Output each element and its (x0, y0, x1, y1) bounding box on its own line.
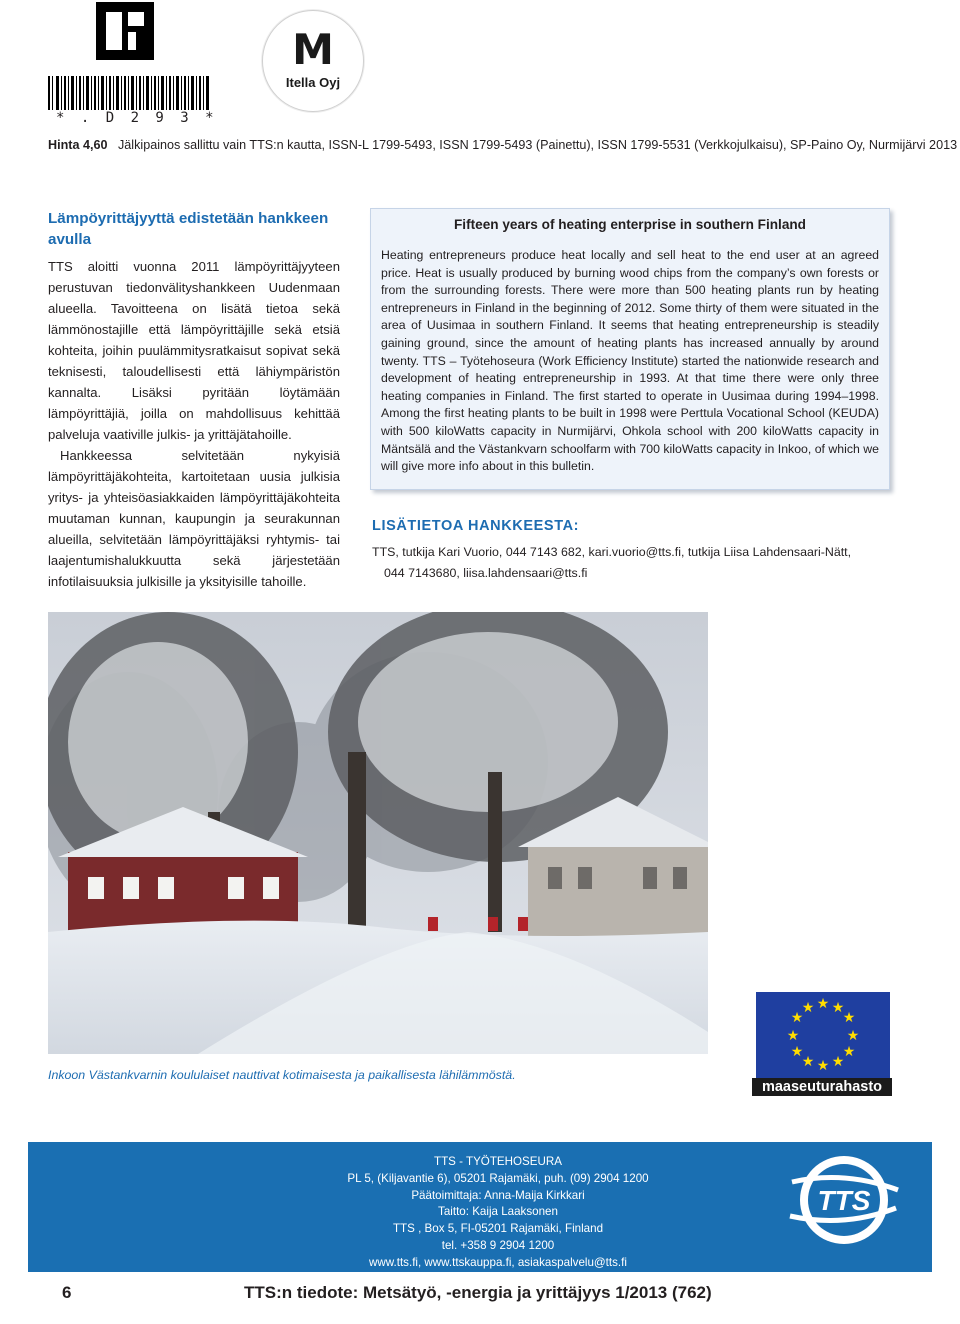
tts-logo-text: TTS (817, 1185, 871, 1216)
barcode-text: * . D 2 9 3 * (56, 110, 218, 126)
price-label: Hinta 4,60 (48, 138, 108, 152)
svg-text:★: ★ (842, 1044, 856, 1060)
finnish-article (48, 208, 340, 592)
eu-fund-label: maaseuturahasto (752, 1078, 892, 1096)
more-info-contact-1: TTS, tutkija Kari Vuorio, 044 7143 682, kari.vuorio@tts.fi, tutkija Liisa Lahdensaari-Nätt, (372, 545, 852, 559)
tts-logo-icon (782, 1150, 902, 1250)
tts-logo (782, 1150, 902, 1250)
svg-text:★: ★ (831, 1000, 845, 1016)
footer-contact-info (298, 1154, 698, 1272)
footer-line: TTS , Box 5, FI-05201 Rajamäki, Finland (392, 1222, 604, 1236)
footer-line: tel. +358 9 2904 1200 (441, 1238, 555, 1252)
article-paragraph-1: TTS aloitti vuonna 2011 lämpöyrittäjyyteen perustuvan tiedonvälityshankkeen Uudenmaan alueella. Tavoitteena on lisätä tietoa sekä lämmönostajille että lämpöyrittäjille sekä etsiä kohteita, joihin puulämmitysratkaisut sopivat sekä teknisesti, taloudellisesti että lähiympäristön kannalta. Lisäksi pyritään löytämään lämpöyrittäjiä, joilla on mahdollisuus kehittää palveluja vaativille julkis- ja yrittäjätahoille. (48, 259, 340, 442)
eu-flag-icon (756, 992, 890, 1080)
photo-caption: Inkoon Västankvarnin koululaiset nauttivat kotimaisesta ja paikallisesta lähilämmöstä. (48, 1068, 516, 1082)
postal-logo (48, 0, 218, 132)
english-summary-text: Heating entrepreneurs produce heat locally and sell heat to the end user at an agreed price. Heat is usually produced by burning wood chips from the company’s own forests or from the surrounding forests. There were more than 500 heating plants run by heating entrepreneurs in Finland in the beginning of 2012. Some thirty of them were situated in the area of Uusimaa in southern Finland. It seems that heating entrepreneurship is steadily gaining ground, since the amount of heating plants has increased annually by around twenty. TTS – Työtehoseura (Work Efficiency Institute) started the nationwide research and development of heating entrepreneurship in 1993. At that time there were only three heating companies in Finland. The first started to operate in Uusimaa during 1994–1998. Among the first heating plants to be built in 1998 were Perttula Vocational School (KEUDA) with 500 kiloWatts capacity in Nurmijärvi, Ohkola school with 200 kiloWatts capacity in Mäntsälä and the Västankvarn schoolfarm with 700 kiloWatts capacity in Inkoo, of which we will give more info about in this bulletin. (381, 248, 879, 474)
article-paragraph-2: Hankkeessa selvitetään nykyisiä lämpöyrittäjäkohteita, kartoitetaan uusia julkisia yritys- ja yhteisöasiakkaiden lämpöyrittäjäkohteita muutaman kunnan, kaupungin ja seurakunnan alueilla, selvitetään lämpöyrittäjäksi ryhtymis- tai laajentumishalukkuutta sekä järjestetään infotilaisuuksia julkisille ja yksityisille tahoille. (48, 448, 340, 589)
eu-flag-logo (756, 992, 890, 1080)
more-info-heading: LISÄTIETOA HANKKEESTA: (372, 518, 580, 534)
price-line (48, 138, 958, 152)
svg-text:★: ★ (801, 1000, 815, 1016)
english-summary-box (370, 208, 890, 490)
itella-letter: M (292, 25, 334, 74)
footer-line: PL 5, (Kiljavantie 6), 05201 Rajamäki, puh. (09) 2904 1200 (347, 1171, 649, 1185)
english-summary-title: Fifteen years of heating enterprise in southern Finland (454, 217, 806, 232)
svg-text:★: ★ (831, 1054, 845, 1070)
winter-school-photo (48, 612, 708, 1054)
svg-text:★: ★ (842, 1010, 856, 1026)
svg-text:★: ★ (846, 1028, 860, 1044)
svg-text:★: ★ (786, 1028, 800, 1044)
footer-line: www.tts.fi, www.ttskauppa.fi, asiakaspalvelu@tts.fi (369, 1255, 627, 1269)
footer-line: Päätoimittaja: Anna-Maija Kirkkari (411, 1188, 585, 1202)
footer-line: TTS - TYÖTEHOSEURA (434, 1155, 562, 1168)
publication-info: Jälkipainos sallittu vain TTS:n kautta, ISSN-L 1799-5493, ISSN 1799-5493 (Painettu), ISSN 1799-5531 (Verkkojulkaisu), SP-Paino Oy, Nurmijärvi 2013 (118, 138, 958, 152)
svg-text:★: ★ (790, 1010, 804, 1026)
svg-text:★: ★ (801, 1054, 815, 1070)
svg-text:★: ★ (790, 1044, 804, 1060)
article-title: Lämpöyrittäjyyttä edistetään hankkeen avulla (48, 210, 329, 248)
itella-logo (262, 10, 364, 112)
footer-line: Taitto: Kaija Laaksonen (438, 1205, 558, 1219)
more-info-contact-2: 044 7143680, liisa.lahdensaari@tts.fi (384, 566, 588, 580)
svg-text:★: ★ (816, 996, 830, 1012)
publication-title: TTS:n tiedote: Metsätyö, -energia ja yrittäjyys 1/2013 (762) (244, 1283, 712, 1302)
footer-panel (28, 1142, 932, 1272)
itella-name: Itella Oyj (285, 75, 341, 90)
page-number: 6 (62, 1283, 72, 1302)
svg-text:★: ★ (816, 1058, 830, 1074)
